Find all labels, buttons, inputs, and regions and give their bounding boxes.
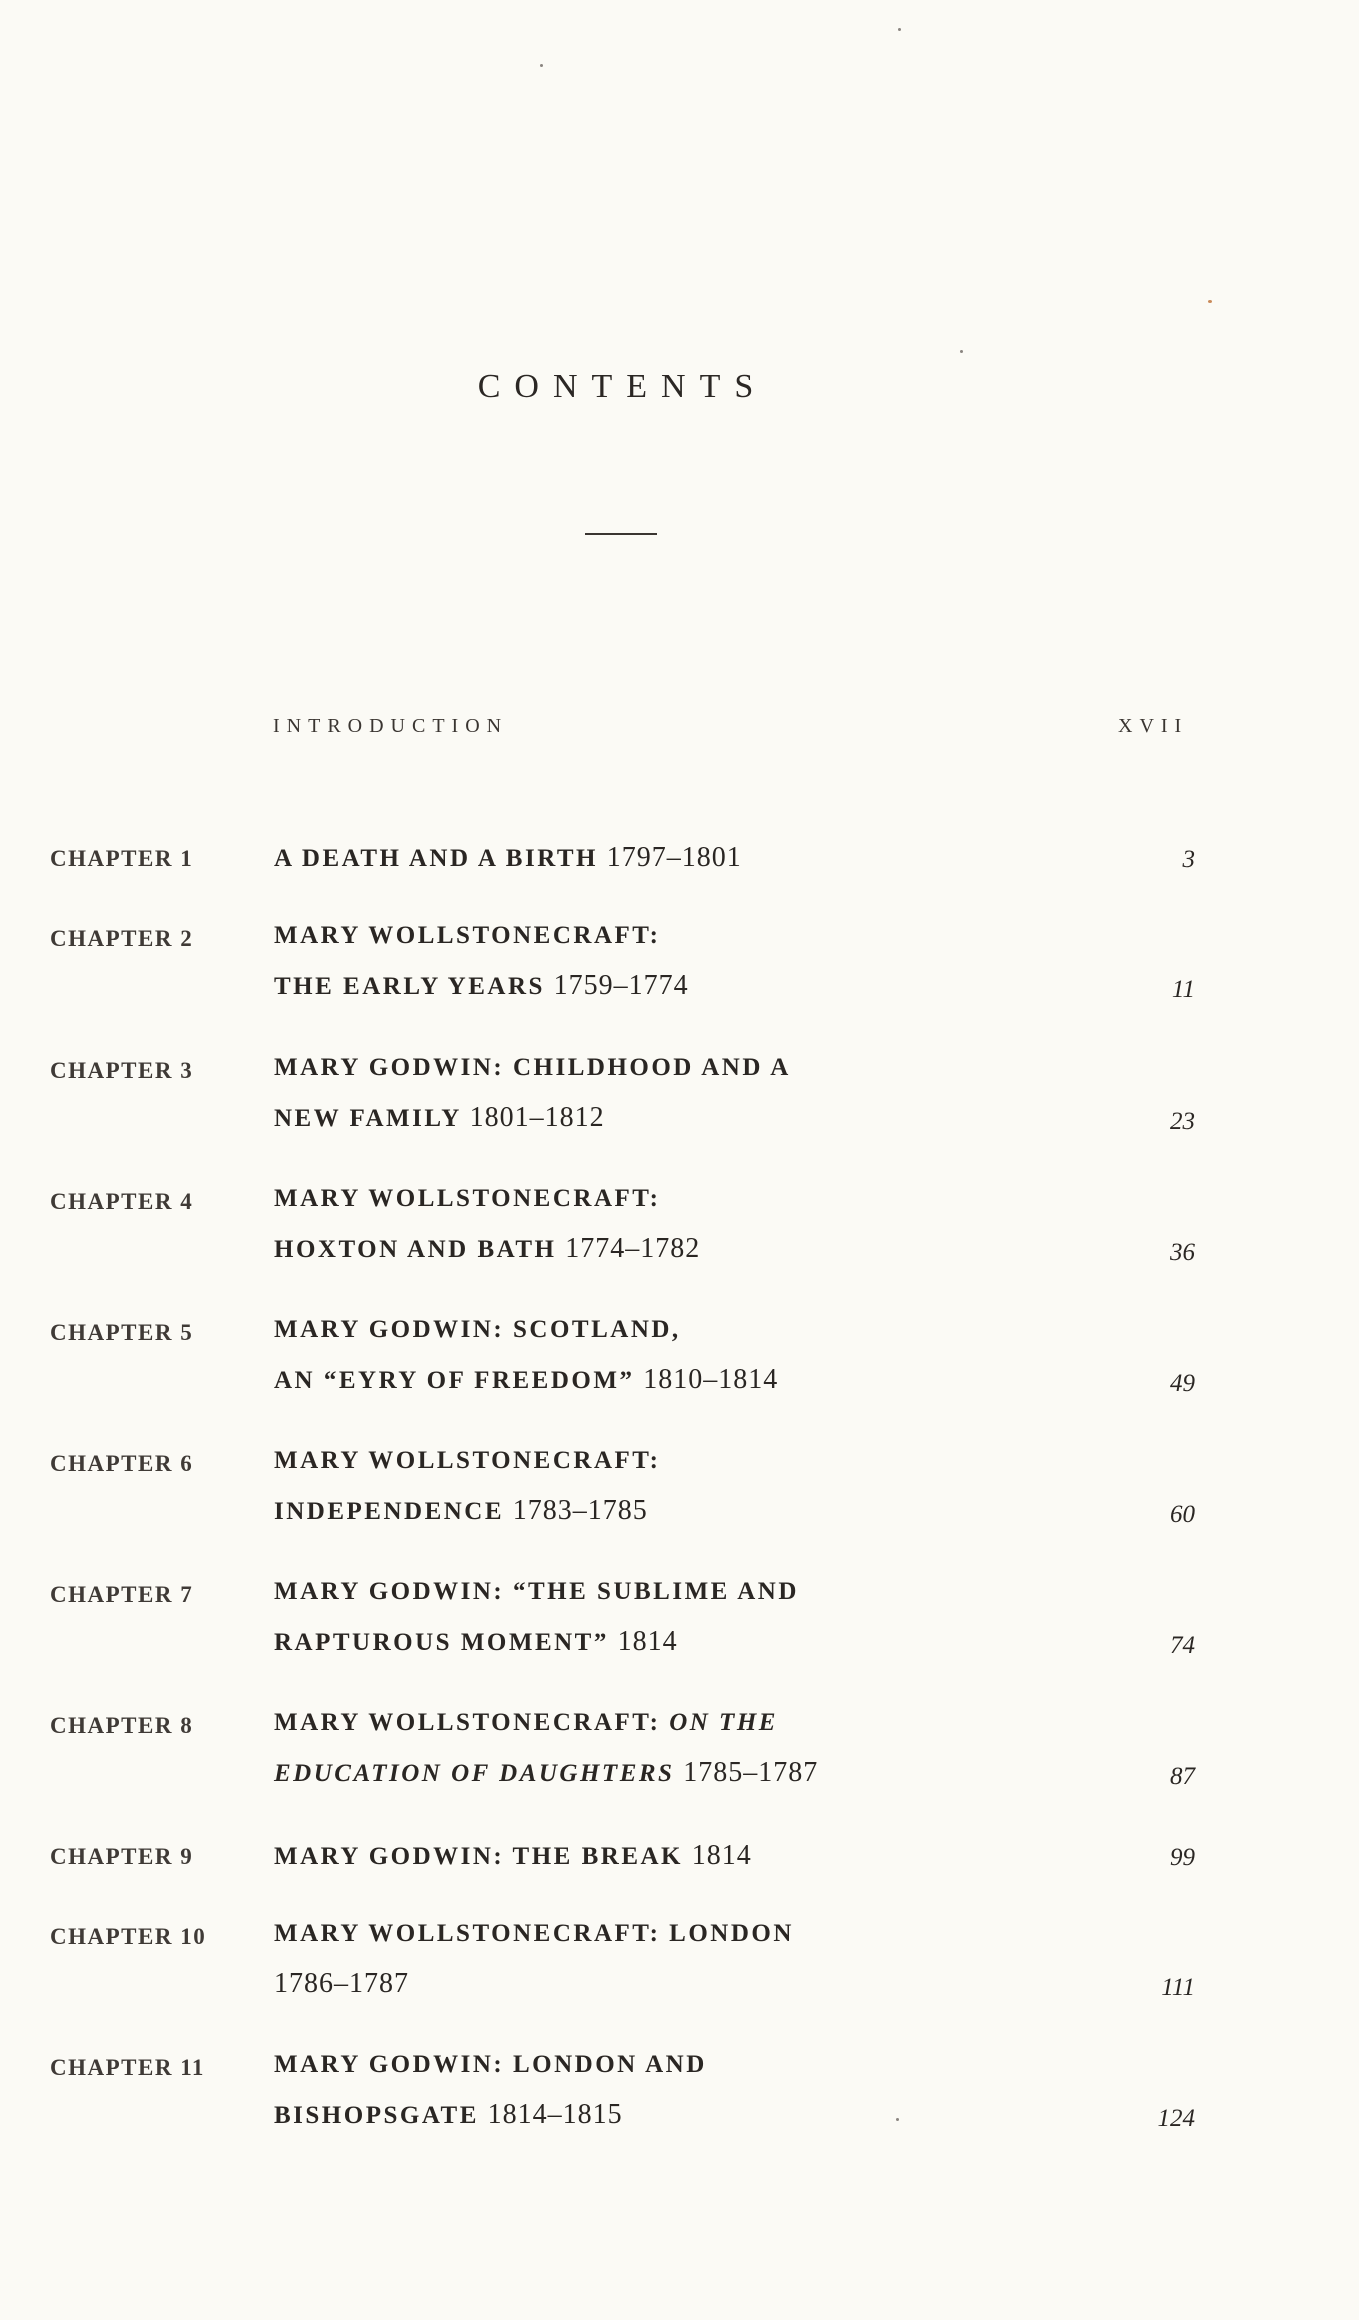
paper-speck: [898, 28, 901, 31]
paper-speck: [540, 64, 543, 67]
chapter-page-number: 23: [1170, 1108, 1195, 1135]
chapter-label: CHAPTER 1: [50, 846, 194, 871]
chapter-page-number: 87: [1170, 1763, 1195, 1790]
chapter-years: 1783–1785: [512, 1495, 648, 1526]
chapter-page-number: 49: [1170, 1370, 1195, 1397]
chapter-label: CHAPTER 2: [50, 926, 194, 951]
chapter-years: 1774–1782: [565, 1233, 701, 1264]
chapter-years: 1801–1812: [469, 1102, 605, 1133]
chapter-page-number: 11: [1171, 976, 1195, 1003]
chapter-title-line-2: HOXTON AND BATH 1774–1782: [274, 1233, 701, 1264]
chapter-label: CHAPTER 6: [50, 1451, 194, 1476]
chapter-page-number: 60: [1170, 1501, 1195, 1528]
chapter-title-line-2: RAPTUROUS MOMENT” 1814: [274, 1626, 678, 1657]
chapter-label: CHAPTER 7: [50, 1582, 194, 1607]
chapter-label: CHAPTER 5: [50, 1320, 194, 1345]
chapter-page-number: 124: [1157, 2105, 1195, 2132]
chapter-title-line-1: MARY GODWIN: SCOTLAND,: [274, 1316, 681, 1343]
paper-speck: [960, 350, 963, 353]
chapter-title-line-1: MARY WOLLSTONECRAFT:: [274, 922, 661, 949]
chapter-years: 1759–1774: [553, 970, 689, 1001]
chapter-title-line-1: MARY WOLLSTONECRAFT: ON THE: [274, 1709, 778, 1736]
paper-speck: [1208, 300, 1212, 303]
chapter-label: CHAPTER 3: [50, 1058, 194, 1083]
chapter-title-line-2: NEW FAMILY 1801–1812: [274, 1102, 605, 1133]
chapter-years: 1814: [617, 1626, 678, 1657]
chapter-title-line-2: [274, 1757, 818, 1789]
paper-speck: [896, 2118, 899, 2121]
chapter-title-line-2: INDEPENDENCE 1783–1785: [274, 1495, 648, 1526]
chapter-label: CHAPTER 9: [50, 1844, 194, 1869]
chapter-years: 1786–1787: [274, 1968, 409, 1999]
chapter-title-italic: EDUCATION OF DAUGHTERS: [274, 1760, 675, 1787]
chapter-page-number: 3: [1182, 846, 1195, 873]
chapter-title-line-1: MARY GODWIN: “THE SUBLIME AND: [274, 1578, 799, 1605]
chapter-title-line-2: BISHOPSGATE 1814–1815: [274, 2099, 623, 2130]
chapter-years: 1810–1814: [643, 1364, 779, 1395]
chapter-title-line-2: THE EARLY YEARS 1759–1774: [274, 970, 689, 1001]
chapter-label: CHAPTER 10: [50, 1924, 207, 1949]
chapter-label: CHAPTER 11: [50, 2055, 205, 2080]
chapter-years: 1814–1815: [487, 2099, 623, 2130]
chapter-title-line-2: [274, 1968, 409, 2000]
chapter-title-italic: ON THE: [669, 1709, 778, 1736]
page-title: CONTENTS: [477, 368, 768, 405]
chapter-label: CHAPTER 4: [50, 1189, 194, 1214]
chapter-title-line-1: MARY WOLLSTONECRAFT:: [274, 1185, 661, 1212]
chapter-title-line-1: MARY GODWIN: CHILDHOOD AND A: [274, 1054, 791, 1081]
chapter-title-line-1: MARY WOLLSTONECRAFT:: [274, 1447, 661, 1474]
chapter-title-line-1: MARY GODWIN: LONDON AND: [274, 2051, 707, 2078]
chapter-title-line-1: MARY WOLLSTONECRAFT: LONDON: [274, 1920, 794, 1947]
chapter-title-line-1: MARY GODWIN: THE BREAK 1814: [274, 1840, 752, 1871]
chapter-label: CHAPTER 8: [50, 1713, 194, 1738]
chapter-page-number: 111: [1161, 1974, 1195, 2001]
chapter-title-line-1: A DEATH AND A BIRTH 1797–1801: [274, 842, 742, 873]
introduction-label: INTRODUCTION: [273, 715, 509, 737]
chapter-page-number: 36: [1170, 1239, 1195, 1266]
chapter-page-number: 99: [1170, 1844, 1195, 1871]
title-rule: [585, 533, 657, 535]
chapter-years: 1797–1801: [606, 842, 742, 873]
chapter-years: 1814: [691, 1840, 752, 1871]
chapter-years: 1785–1787: [683, 1757, 819, 1788]
chapter-page-number: 74: [1170, 1632, 1195, 1659]
chapter-title-line-2: AN “EYRY OF FREEDOM” 1810–1814: [274, 1364, 779, 1395]
introduction-page-number: XVII: [1118, 715, 1189, 737]
